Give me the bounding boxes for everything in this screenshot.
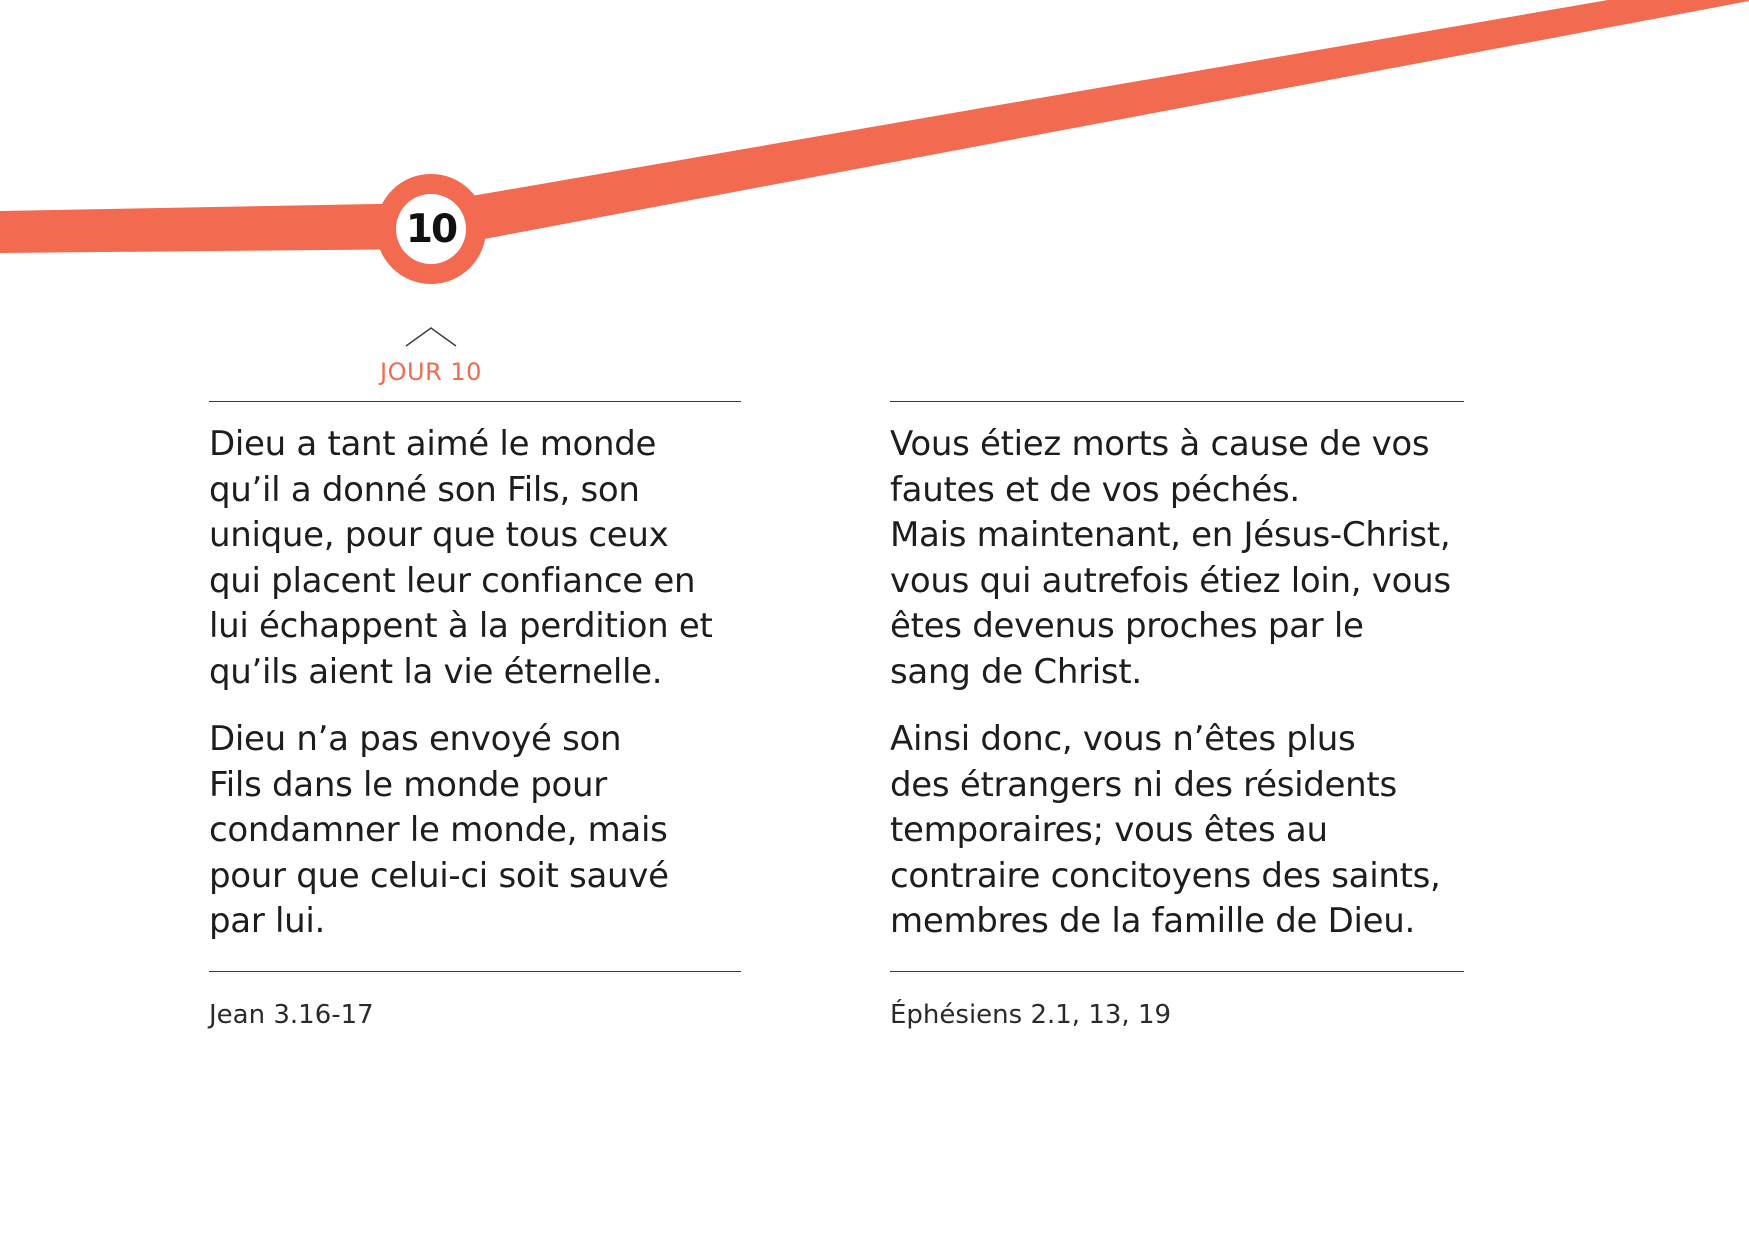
timeline-line-left [0,203,431,253]
left-column [209,401,741,1030]
divider-bottom [209,971,741,972]
passage-text: Vous étiez morts à cause de vos fautes et de vos péchés. Mais maintenant, en Jésus-Christ, vous qui autrefois étiez loin, vous êtes devenus proches par le sang de Christ. [890,424,1451,692]
timeline-line-right [431,0,1749,249]
divider-top [209,401,741,402]
passage-text: Dieu a tant aimé le monde qu’il a donné son Fils, son unique, pour que tous ceux qui placent leur confiance en lui échappent à la perdition et qu’ils aient la vie éternelle. [209,424,713,692]
passage-text: Ainsi donc, vous n’êtes plus des étrangers ni des résidents temporaires; vous êtes au contraire concitoyens des saints, membres de la famille de Dieu. [890,719,1441,941]
scripture-reference: Jean 3.16-17 [209,999,374,1030]
divider-bottom [890,971,1464,972]
day-badge-number: 10 [405,206,457,252]
divider-top [890,401,1464,402]
scripture-reference: Éphésiens 2.1, 13, 19 [890,999,1172,1030]
chevron-up-icon [404,324,458,348]
passage-text: Dieu n’a pas envoyé son Fils dans le monde pour condamner le monde, mais pour que celui-ci soit sauvé par lui. [209,719,669,941]
timeline-graphic [0,0,1749,320]
right-column [890,401,1464,1030]
day-label: JOUR 10 [380,358,482,386]
